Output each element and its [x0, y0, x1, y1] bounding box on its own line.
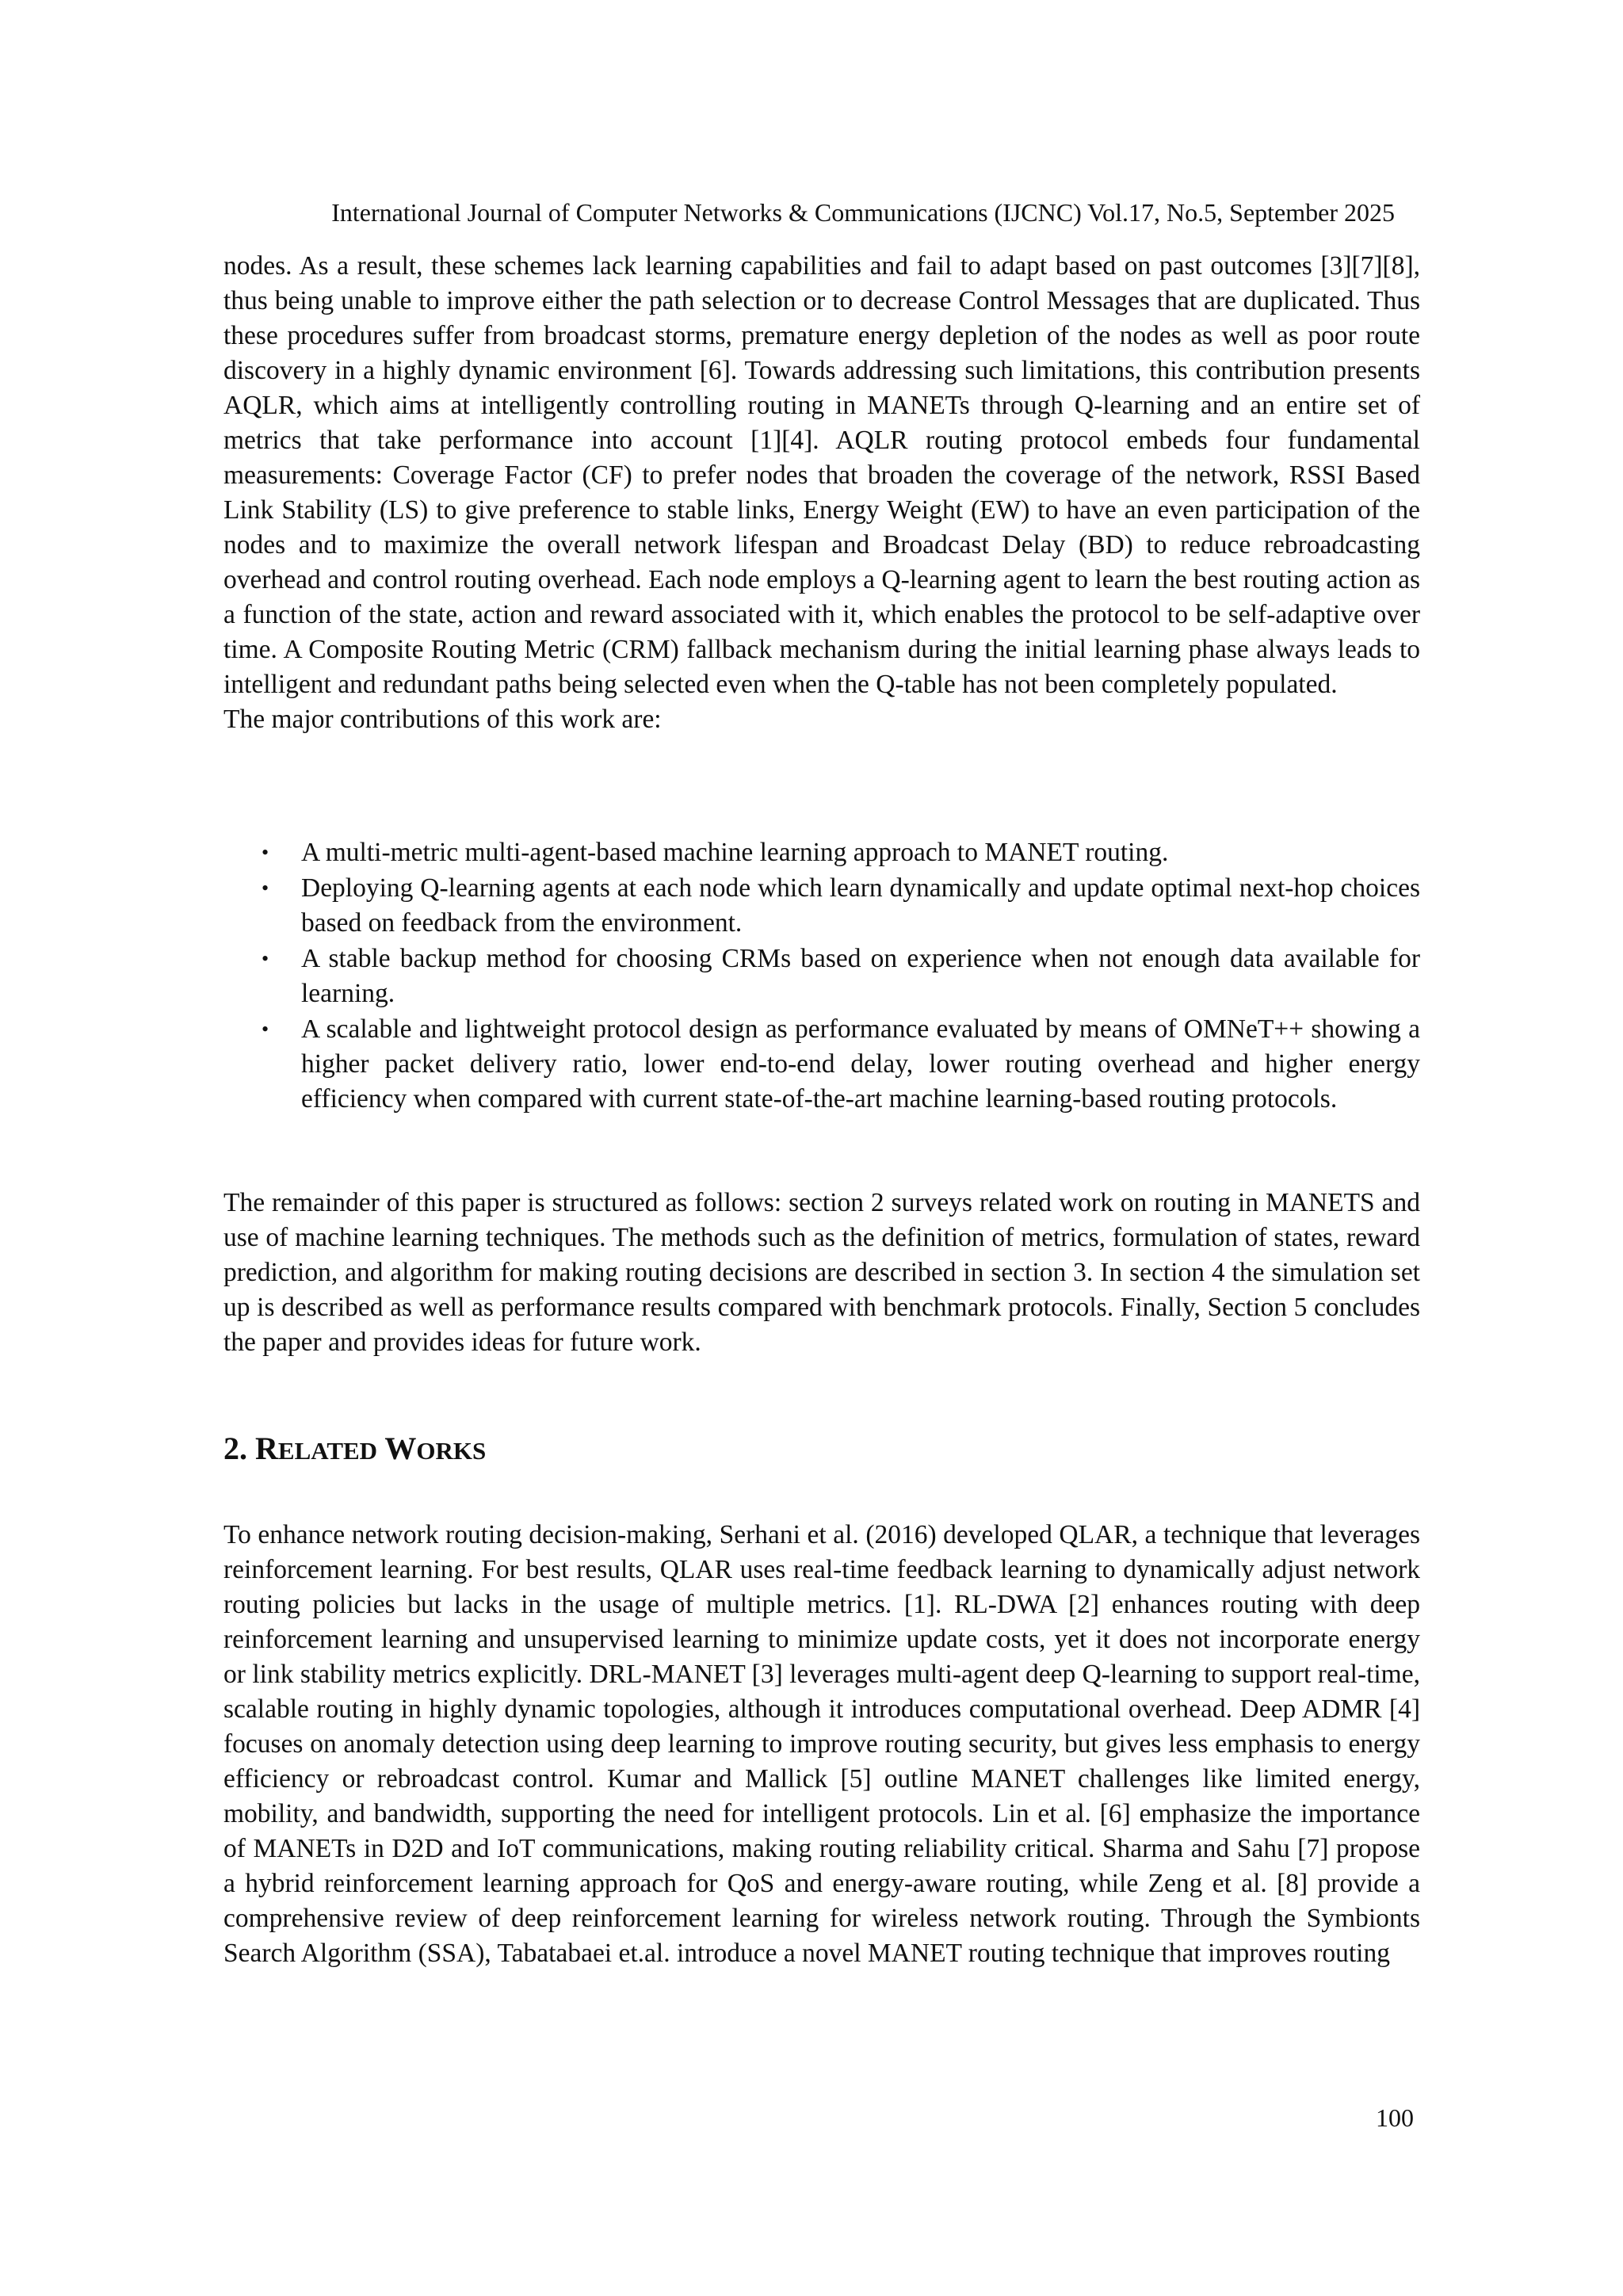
paper-outline-body	[223, 1186, 1420, 1360]
page-number: 100	[1376, 2103, 1414, 2132]
bullet-icon: •	[262, 841, 269, 864]
list-item	[223, 871, 1420, 941]
running-header: International Journal of Computer Networks & Communications (IJCNC) Vol.17, No.5, September 2025	[331, 198, 1395, 227]
section-title-smallcaps: ORKS	[416, 1437, 487, 1465]
bullet-icon: •	[262, 1018, 269, 1041]
section-title-smallcaps: ELATED	[277, 1437, 378, 1465]
contribution-text: A multi-metric multi-agent-based machine learning approach to MANET routing.	[301, 838, 1169, 867]
introduction-body	[223, 249, 1420, 737]
section-title-initial: R	[255, 1431, 278, 1466]
contributions-heading: The major contributions of this work are:	[223, 705, 662, 734]
intro-paragraph: nodes. As a result, these schemes lack learning capabilities and fail to adapt based on past outcomes [3][7][8], thus being unable to improve either the path selection or to decrease Control Messages that are duplicated. Thus these procedures suffer from broadcast storms, premature energy depletion of the nodes as well as poor route discovery in a highly dynamic environment [6]. Towards addressing such limitations, this contribution presents AQLR, which aims at intelligently controlling routing in MANETs through Q-learning and an entire set of metrics that take performance into account [1][4]. AQLR routing protocol embeds four fundamental measurements: Coverage Factor (CF) to prefer nodes that broaden the coverage of the network, RSSI Based Link Stability (LS) to give preference to stable links, Energy Weight (EW) to have an even participation of the nodes and to maximize the overall network lifespan and Broadcast Delay (BD) to reduce rebroadcasting overhead and control routing overhead. Each node employs a Q-learning agent to learn the best routing action as a function of the state, action and reward associated with it, which enables the protocol to be self-adaptive over time. A Composite Routing Metric (CRM) fallback mechanism during the initial learning phase always leads to intelligent and redundant paths being selected even when the Q-table has not been completely populated.	[223, 251, 1420, 699]
bullet-icon: •	[262, 877, 269, 900]
contribution-text: A stable backup method for choosing CRMs based on experience when not enough data available for learning.	[301, 944, 1420, 1008]
related-works-body	[223, 1518, 1420, 1971]
section-number: 2.	[223, 1431, 247, 1466]
bullet-icon: •	[262, 947, 269, 970]
contribution-text: Deploying Q-learning agents at each node which learn dynamically and update optimal next-hop choices based on feedback from the environment.	[301, 873, 1420, 938]
contribution-text: A scalable and lightweight protocol design as performance evaluated by means of OMNeT++ showing a higher packet delivery ratio, lower end-to-end delay, lower routing overhead and higher energy efficiency when compared with current state-of-the-art machine learning-based routing protocols.	[301, 1014, 1420, 1114]
contributions-list	[223, 835, 1420, 1117]
list-item	[223, 1012, 1420, 1117]
remainder-paragraph: The remainder of this paper is structured as follows: section 2 surveys related work on routing in MANETS and use of machine learning techniques. The methods such as the definition of metrics, formulation of states, reward prediction, and algorithm for making routing decisions are described in section 3. In section 4 the simulation set up is described as well as performance results compared with benchmark protocols. Finally, Section 5 concludes the paper and provides ideas for future work.	[223, 1188, 1420, 1357]
related-works-paragraph: To enhance network routing decision-making, Serhani et al. (2016) developed QLAR, a technique that leverages reinforcement learning. For best results, QLAR uses real-time feedback learning to dynamically adjust network routing policies but lacks in the usage of multiple metrics. [1]. RL-DWA [2] enhances routing with deep reinforcement learning and unsupervised learning to minimize update costs, yet it does not incorporate energy or link stability metrics explicitly. DRL-MANET [3] leverages multi-agent deep Q-learning to support real-time, scalable routing in highly dynamic topologies, although it introduces computational overhead. Deep ADMR [4] focuses on anomaly detection using deep learning to improve routing security, but gives less emphasis to energy efficiency or rebroadcast control. Kumar and Mallick [5] outline MANET challenges like limited energy, mobility, and bandwidth, supporting the need for intelligent protocols. Lin et al. [6] emphasize the importance of MANETs in D2D and IoT communications, making routing reliability critical. Sharma and Sahu [7] propose a hybrid reinforcement learning approach for QoS and energy-aware routing, while Zeng et al. [8] provide a comprehensive review of deep reinforcement learning for wireless network routing. Through the Symbionts Search Algorithm (SSA), Tabatabaei et.al. introduce a novel MANET routing technique that improves routing	[223, 1520, 1420, 1968]
section-heading-related-works	[223, 1429, 486, 1471]
section-title-initial: W	[384, 1431, 417, 1466]
list-item	[223, 942, 1420, 1011]
list-item	[223, 835, 1420, 870]
